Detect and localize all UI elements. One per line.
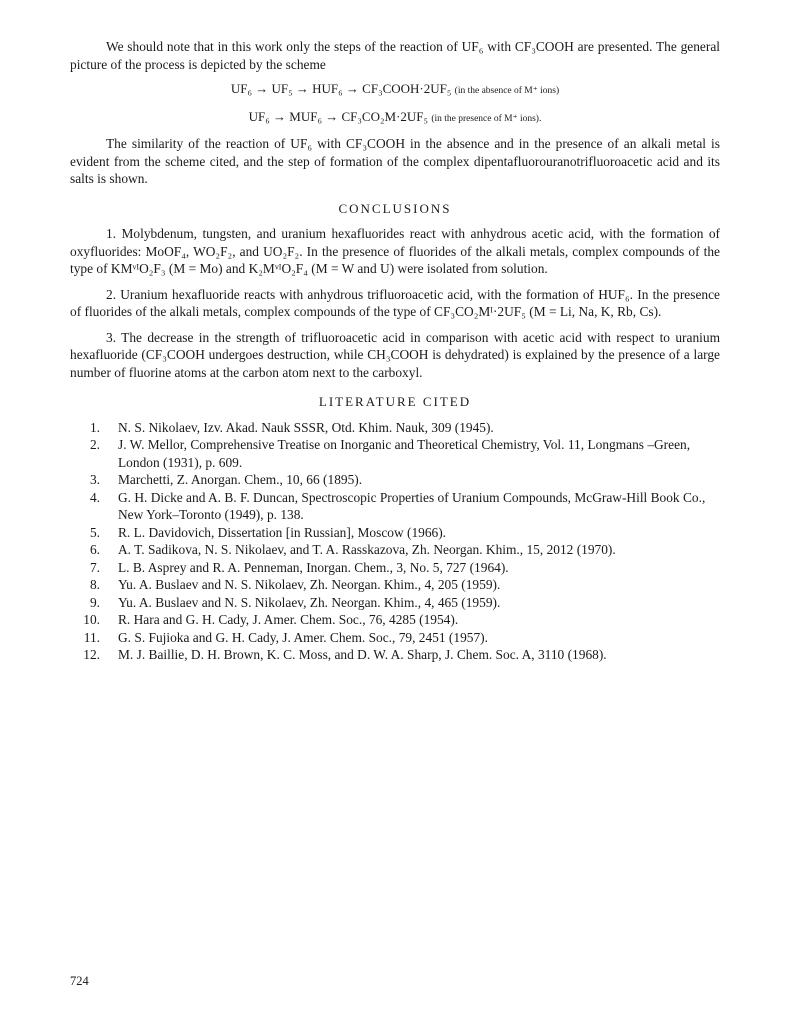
reference-text: Yu. A. Buslaev and N. S. Nikolaev, Zh. Neorgan. Khim., 4, 205 (1959).	[118, 577, 501, 592]
reference-number: 7.	[89, 559, 100, 575]
reference-number: 3.	[89, 472, 100, 487]
reference-item	[70, 611, 720, 629]
reference-item	[70, 646, 720, 664]
reference-text: G. S. Fujioka and G. H. Cady, J. Amer. Chem. Soc., 79, 2451 (1957).	[118, 629, 488, 645]
reference-number: 1.	[89, 419, 100, 435]
reference-item	[70, 576, 720, 594]
reference-text: R. Hara and G. H. Cady, J. Amer. Chem. Soc., 76, 4285 (1954).	[118, 612, 459, 627]
intro-paragraph: We should note that in this work only the steps of the reaction of UF₆ with CF₃COOH are presented. The general picture of the process is depicted by the scheme	[70, 39, 720, 72]
reference-text: Marchetti, Z. Anorgan. Chem., 10, 66 (1895).	[118, 472, 363, 487]
reference-item	[70, 594, 720, 612]
scheme-line-2	[70, 108, 720, 129]
scheme-condition-2: (in the presence of M⁺ ions).	[431, 113, 542, 124]
literature-heading: LITERATURE CITED	[318, 394, 472, 409]
page-number: 724	[70, 974, 89, 988]
reference-number: 8.	[89, 577, 100, 592]
reference-number: 11.	[83, 629, 100, 645]
reference-item	[70, 419, 720, 437]
conclusion-item-3: 3. The decrease in the strength of trifluoroacetic acid in comparison with acetic acid with respect to uranium hexafluoride (CF₃COOH undergoes destruction, while CH₃COOH is dehydrated) is explained by the presence of a large number of fluorine atoms at the carbon atom next to the carboxyl.	[70, 329, 720, 380]
after-scheme-paragraph: The similarity of the reaction of UF₆ with CF₃COOH in the absence and in the presence of an alkali metal is evident from the scheme cited, and the step of formation of the complex dipentafluorouranotrifluoroacetic acid and its salts is shown.	[70, 136, 720, 186]
reference-number: 10.	[83, 612, 100, 627]
reference-text: M. J. Baillie, D. H. Brown, K. C. Moss, and D. W. A. Sharp, J. Chem. Soc. A, 3110 (1968).	[118, 647, 607, 662]
reference-text: J. W. Mellor, Comprehensive Treatise on Inorganic and Theoretical Chemistry, Vol. 11, Longmans –Green, London (1931), p. 609.	[118, 437, 691, 470]
reference-text: Yu. A. Buslaev and N. S. Nikolaev, Zh. Neorgan. Khim., 4, 465 (1959).	[118, 594, 501, 610]
conclusion-item-2: 2. Uranium hexafluoride reacts with anhydrous trifluoroacetic acid, with the formation of HUF₆. In the presence of fluorides of the alkali metals, complex compounds of the type of CF₃CO₂Mᴵ·2UF₅ (M = Li, Na, K, Rb, Cs).	[70, 286, 720, 319]
reference-list	[70, 419, 720, 664]
reference-text: L. B. Asprey and R. A. Penneman, Inorgan. Chem., 3, No. 5, 727 (1964).	[118, 559, 509, 575]
scheme-line-1	[70, 80, 720, 101]
conclusion-item-1: 1. Molybdenum, tungsten, and uranium hexafluorides react with anhydrous acetic acid, with the formation of oxyfluorides: MoOF₄, WO₂F₂, and UO₂F₂. In the presence of fluorides of the alkali metals, complex compounds of the type of KMᵛᴵO₂F₃ (M = Mo) and K₂MᵛᴵO₂F₄ (M = W and U) were isolated from solution.	[70, 226, 720, 276]
reference-item	[70, 541, 720, 559]
conclusions-heading: CONCLUSIONS	[338, 200, 452, 216]
reference-number: 5.	[89, 524, 100, 540]
reference-item	[70, 559, 720, 577]
reference-number: 9.	[89, 594, 100, 610]
scheme-reaction-2: UF₆ → MUF₆ → CF₃CO₂M·2UF₅	[248, 108, 429, 124]
reference-item	[70, 489, 720, 524]
scheme-condition-1: (in the absence of M⁺ ions)	[454, 86, 560, 96]
reference-text: R. L. Davidovich, Dissertation [in Russian], Moscow (1966).	[118, 524, 447, 540]
reference-text: A. T. Sadikova, N. S. Nikolaev, and T. A. Rasskazova, Zh. Neorgan. Khim., 15, 2012 (1970).	[118, 542, 616, 557]
reference-item	[70, 524, 720, 542]
reference-number: 2.	[89, 437, 100, 452]
reference-item	[70, 471, 720, 489]
reference-number: 12.	[83, 647, 100, 662]
page-body	[70, 38, 720, 664]
reference-text: G. H. Dicke and A. B. F. Duncan, Spectroscopic Properties of Uranium Compounds, McGraw-Hill Book Co., New York–Toronto (1949), p. 138.	[118, 489, 706, 522]
reference-number: 4.	[89, 489, 100, 505]
reference-item	[70, 436, 720, 471]
reference-text: N. S. Nikolaev, Izv. Akad. Nauk SSSR, Otd. Khim. Nauk, 309 (1945).	[118, 419, 494, 435]
scheme-reaction-1: UF₆ → UF₅ → HUF₆ → CF₃COOH·2UF₅	[230, 81, 452, 96]
reference-item	[70, 629, 720, 647]
reference-number: 6.	[89, 542, 100, 557]
